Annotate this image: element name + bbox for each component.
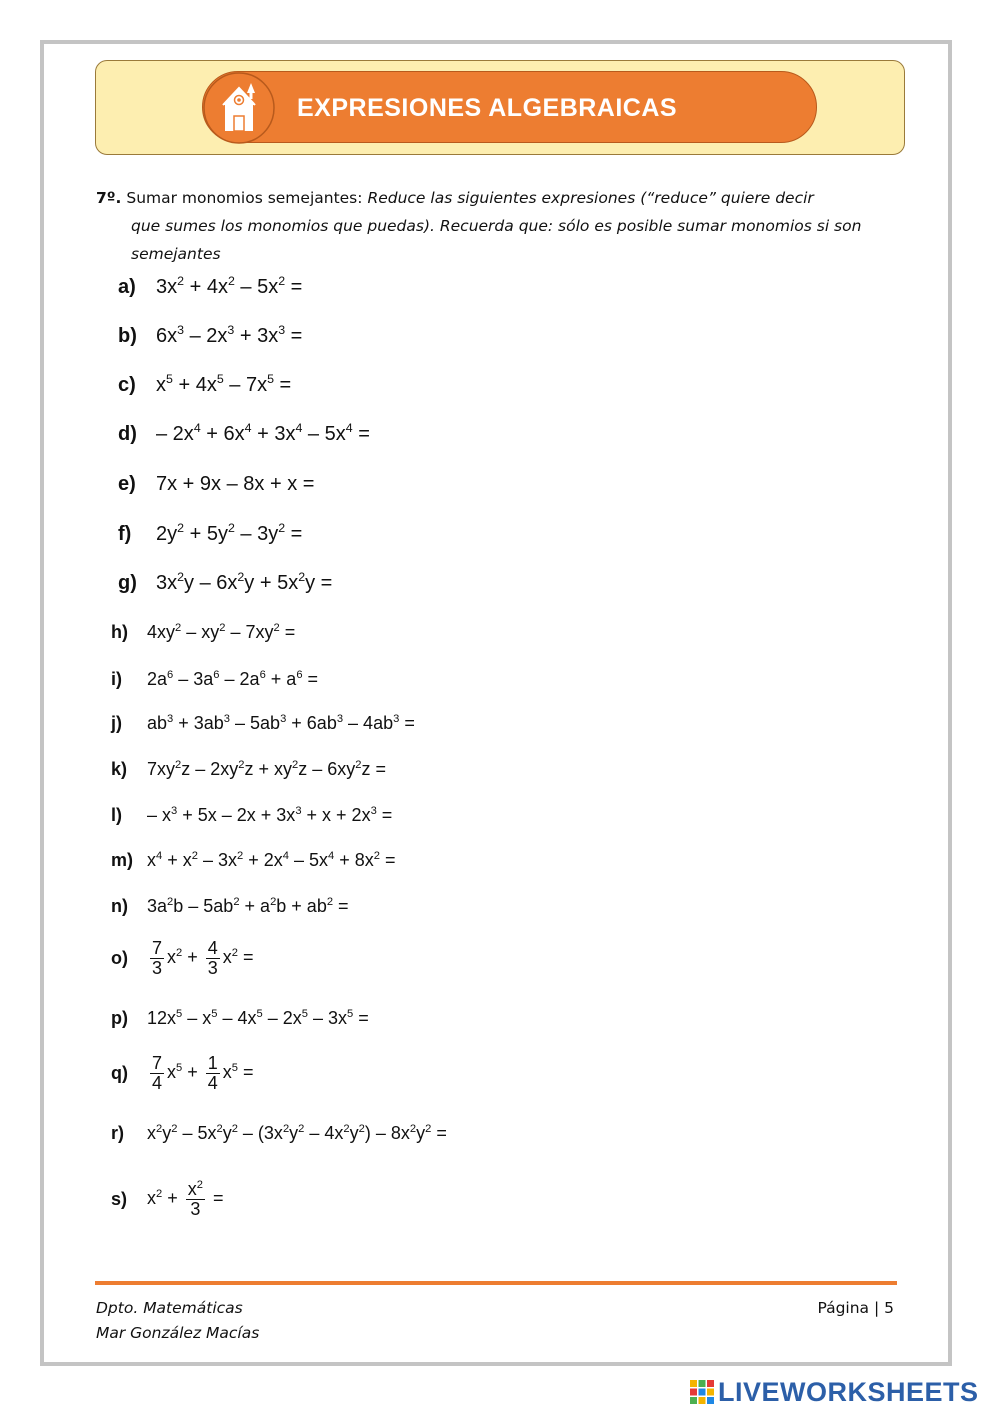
exercise-label: o)	[111, 947, 128, 968]
exercise-item	[118, 321, 302, 351]
exercise-label: k)	[111, 758, 128, 779]
exercise-expression: $12x^5 - x^5 - 4x^5 - 2x^5 - 3x^5$ =	[147, 1007, 369, 1028]
exercise-item	[118, 519, 302, 549]
exercise-label: p)	[111, 1007, 128, 1028]
exercise-label: n)	[111, 895, 128, 916]
exercise-label: b)	[118, 324, 137, 347]
exercise-expression: – $2x^4 + 6x^4 + 3x^4 - 5x^4$ =	[156, 420, 370, 445]
exercise-item	[118, 272, 302, 302]
exercise-label: a)	[118, 275, 136, 298]
exercise-item	[111, 846, 395, 874]
exercise-item	[111, 618, 295, 646]
exercise-expression: $x^2y^2 - 5x^2y^2 - (3x^2y^2 - 4x^2y^2) - 8x^2y^2$ =	[147, 1122, 447, 1143]
exercise-expression: $2a^6 - 3a^6 - 2a^6 + a^6$ =	[147, 668, 319, 689]
exercise-label: c)	[118, 373, 136, 396]
exercise-label: d)	[118, 422, 137, 445]
exercise-expression: 7x + 9x – 8x + x =	[156, 472, 315, 495]
exercise-expression: – $x^3 + 5x - 2x + 3x^3 + x + 2x^3$ =	[147, 804, 393, 825]
footer-rule	[95, 1281, 897, 1285]
exercise-label: s)	[111, 1188, 128, 1209]
exercise-label: q)	[111, 1062, 128, 1083]
exercise-item	[111, 892, 349, 920]
instruction-line-3: semejantes	[131, 245, 221, 263]
exercise-expression: $7xy^2z - 2xy^2z + xy^2z - 6xy^2z$ =	[147, 758, 386, 779]
exercise-label: i)	[111, 668, 122, 689]
instruction	[96, 184, 906, 268]
exercise-item	[111, 665, 318, 693]
exercise-label: g)	[118, 571, 137, 594]
exercise-item	[111, 801, 392, 829]
instruction-line-1	[96, 184, 906, 212]
exercise-item	[111, 755, 386, 783]
exercise-item	[118, 568, 332, 598]
exercise-label: j)	[111, 712, 122, 733]
exercise-label: f)	[118, 522, 132, 545]
exercise-expression: $3x^2 + 4x^2 - 5x^2$ =	[156, 273, 303, 298]
exercise-item	[111, 1044, 254, 1102]
instruction-text-1: Reduce las siguientes expresiones (“reduce” quiere decir	[367, 189, 814, 207]
exercise-expression: $3a^2b - 5ab^2 + a^2b + ab^2$ =	[147, 895, 349, 916]
exercise-label: m)	[111, 849, 133, 870]
exercise-expression: $x^4 + x^2 - 3x^2 + 2x^4 - 5x^4 + 8x^2$ =	[147, 849, 396, 870]
exercise-expression: $2y^2 + 5y^2 - 3y^2$ =	[156, 520, 303, 545]
exercise-item	[118, 370, 291, 400]
exercise-expression: $x^5 + 4x^5 - 7x^5$ =	[156, 371, 292, 396]
exercise-expression: $\frac{7}{4}$ $x^5$ + $\frac{1}{4}$ $x^5$ =	[152, 1052, 254, 1093]
exercise-label: e)	[118, 472, 136, 495]
exercise-expression: $\frac{7}{3}$ $x^2$ + $\frac{4}{3}$ $x^2$ =	[152, 937, 254, 978]
instruction-line-2: que sumes los monomios que puedas). Recuerda que: sólo es posible sumar monomios si son	[131, 217, 862, 235]
exercise-expression: $4xy^2 - xy^2 - 7xy^2$ =	[147, 621, 296, 642]
exercise-expression: $x^2$ + $\frac{x^2}{3}$ =	[147, 1178, 224, 1219]
school-house-icon	[203, 72, 275, 144]
exercise-item	[118, 469, 314, 499]
footer-dept: Dpto. Matemáticas	[96, 1299, 243, 1317]
exercise-item	[118, 419, 370, 449]
exercise-label: l)	[111, 804, 122, 825]
exercise-item	[111, 1170, 223, 1228]
footer-credits	[96, 1296, 259, 1346]
exercise-item	[111, 709, 415, 737]
exercise-expression: $6x^3 - 2x^3 + 3x^3$ =	[156, 322, 303, 347]
liveworksheets-logo[interactable]	[690, 1374, 979, 1410]
exercise-item	[111, 1119, 447, 1147]
page-title: EXPRESIONES ALGEBRAICAS	[297, 94, 678, 122]
exercise-expression: $3x^2y - 6x^2y + 5x^2y$ =	[156, 569, 333, 594]
exercise-label: r)	[111, 1122, 124, 1143]
liveworksheets-wordmark: LIVEWORKSHEETS	[718, 1376, 979, 1407]
instruction-lead: Sumar monomios semejantes:	[126, 189, 363, 207]
exercise-label: h)	[111, 621, 128, 642]
liveworksheets-grid-icon	[690, 1380, 714, 1404]
exercise-expression: $ab^3 + 3ab^3 - 5ab^3 + 6ab^3 - 4ab^3$ =	[147, 712, 415, 733]
footer-author: Mar González Macías	[96, 1324, 260, 1342]
exercise-item	[111, 929, 254, 987]
page-number: Página | 5	[817, 1299, 894, 1317]
exercise-item	[111, 1004, 369, 1032]
exercise-number: 7º.	[96, 189, 122, 207]
